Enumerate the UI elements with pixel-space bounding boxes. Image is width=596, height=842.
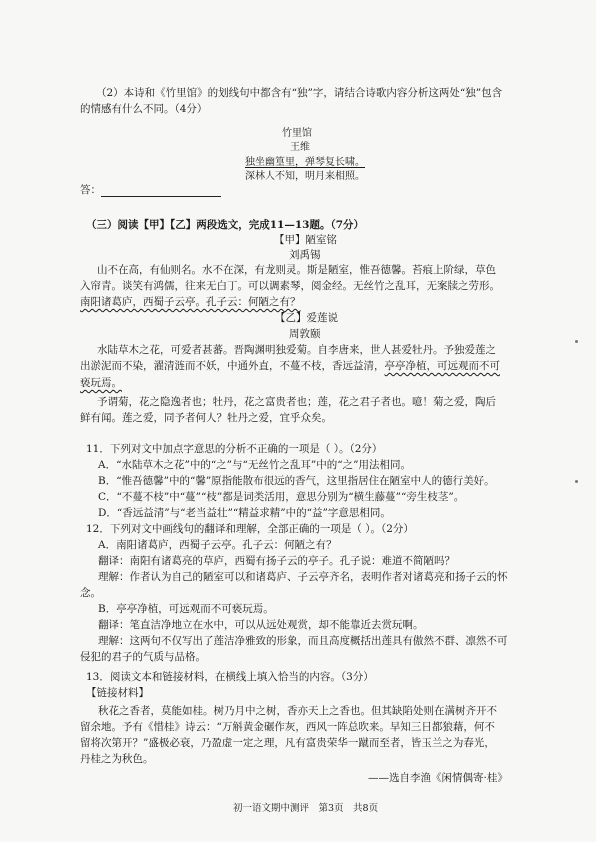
yi-p2	[80, 359, 500, 373]
scan-mark	[575, 340, 578, 343]
jia-p3: 南阳诸葛庐，西蜀子云亭。孔子云：何陋之有？	[80, 296, 301, 308]
q12-b-understanding: 理解：这两句不仅写出了莲洁净雅致的形象，而且高度概括出莲具有傲然不群、凛然不可	[98, 635, 508, 647]
jia-p2: 入帘青。谈笑有鸿儒，往来无白丁。可以调素琴，阅金经。无丝竹之乱耳，无案牍之劳形。	[80, 280, 500, 292]
link-p3: 留将次第开？”盛极必衰，乃盈虚一定之理，凡有富贵荣华一蹴而至者，皆玉兰之为春光，	[80, 737, 495, 749]
poem-line1: 独坐幽篁里，弹琴复长啸。	[245, 157, 365, 168]
jia-author: 刘禹锡	[289, 249, 321, 261]
yi-p2a: 出淤泥而不染，濯清涟而不妖，中通外直，不蔓不枝，香远益清，	[80, 360, 385, 372]
q2-line2: 的情感有什么不同。（4分）	[80, 103, 208, 115]
q2-line1: （2）本诗和《竹里馆》的划线句中都含有“独”字，请结合诗歌内容分析这两处“独”包含	[96, 87, 503, 99]
yi-title: 【乙】爱莲说	[275, 312, 338, 324]
q11-option-a[interactable]: A．“水陆草木之花”中的“之”与“无丝竹之乱耳”中的“之”用法相同。	[98, 459, 412, 471]
yi-p4: 予谓菊，花之隐逸者也；牡丹，花之富贵者也；莲，花之君子者也。噫！菊之爱，陶后	[97, 396, 496, 408]
q11-stem: 11．下列对文中加点字意思的分析不正确的一项是（ ）。（2分）	[86, 443, 383, 455]
page-footer: 初一语文期中测评 第3页 共8页	[233, 803, 379, 814]
q12-option-a[interactable]: A．南阳诸葛庐，西蜀子云亭。孔子云：何陋之有？	[98, 539, 337, 551]
yi-p5: 鲜有闻。莲之爱，同予者何人？牡丹之爱，宜乎众矣。	[80, 412, 332, 424]
yi-p2b: 亭亭净植，可远观而不可	[384, 360, 500, 372]
yi-p3: 亵玩焉。	[80, 377, 122, 389]
link-source: ——选自李渔《闲情偶寄·桂》	[368, 772, 508, 784]
poem-author: 王维	[290, 142, 310, 153]
answer-label: 答：	[80, 184, 101, 196]
jia-title: 【甲】陋室铭	[274, 234, 337, 246]
q12-a-understanding: 理解：作者认为自己的陋室可以和诸葛庐、子云亭齐名，表明作者对诸葛亮和扬子云的怀	[98, 571, 508, 583]
q12-a-understanding-cont: 念。	[80, 587, 101, 599]
q13-stem: 13．阅读文本和链接材料，在横线上填入恰当的内容。（3分）	[86, 671, 374, 683]
q12-option-b[interactable]: B．亭亭净植，可远观而不可亵玩焉。	[98, 603, 274, 615]
jia-p1: 山不在高，有仙则名。水不在深，有龙则灵。斯是陋室，惟吾德馨。苔痕上阶绿，草色	[97, 264, 496, 276]
q11-option-c[interactable]: C．“不蔓不枝”中“蔓”“枝”都是词类活用，意思分别为“横生藤蔓”“旁生枝茎”。	[98, 491, 465, 503]
link-material-label: 【链接材料】	[86, 687, 149, 699]
q11-option-d[interactable]: D．“香远益清”与“老当益壮”“精益求精”中的“益”字意思相同。	[98, 507, 391, 519]
yi-author: 周敦颐	[289, 328, 321, 340]
poem-line2: 深林人不知，明月来相照。	[245, 171, 365, 182]
poem-title: 竹里馆	[282, 128, 312, 139]
link-p1: 秋花之香者，莫能如桂。树乃月中之树，香亦天上之香也。但其缺陷处则在满树齐开不	[98, 705, 497, 717]
q12-stem: 12．下列对文中画线句的翻译和理解，全部正确的一项是（ ）。（2分）	[86, 523, 414, 535]
q12-b-translation: 翻译：笔直洁净地立在水中，可以从远处观赏，却不能靠近去赏玩啊。	[98, 619, 424, 631]
q12-b-understanding-cont: 侵犯的君子的气质与品格。	[80, 651, 206, 663]
answer-blank[interactable]	[101, 185, 221, 197]
q12-a-translation: 翻译：南阳有诸葛亮的草庐，西蜀有扬子云的亭子。孔子说：难道不简陋吗？	[98, 555, 455, 567]
yi-p1: 水陆草木之花，可爱者甚蕃。晋陶渊明独爱菊。自李唐来，世人甚爱牡丹。予独爱莲之	[97, 344, 496, 356]
link-p2: 留余地。予有《惜桂》诗云：“万斛黄金碾作灰，西风一阵总吹来。早知三日都狼藉，何不	[80, 721, 495, 733]
q11-option-b[interactable]: B．“惟吾德馨”中的“馨”原指能散布很远的香气，这里指居住在陋室中人的德行美好。	[98, 475, 495, 487]
answer-line	[80, 183, 221, 197]
link-p4: 丹桂之为秋色。	[80, 753, 154, 765]
section3-heading: （三）阅读【甲】【乙】两段选文，完成11—13题。（7分）	[86, 219, 365, 231]
scan-mark	[575, 480, 578, 483]
